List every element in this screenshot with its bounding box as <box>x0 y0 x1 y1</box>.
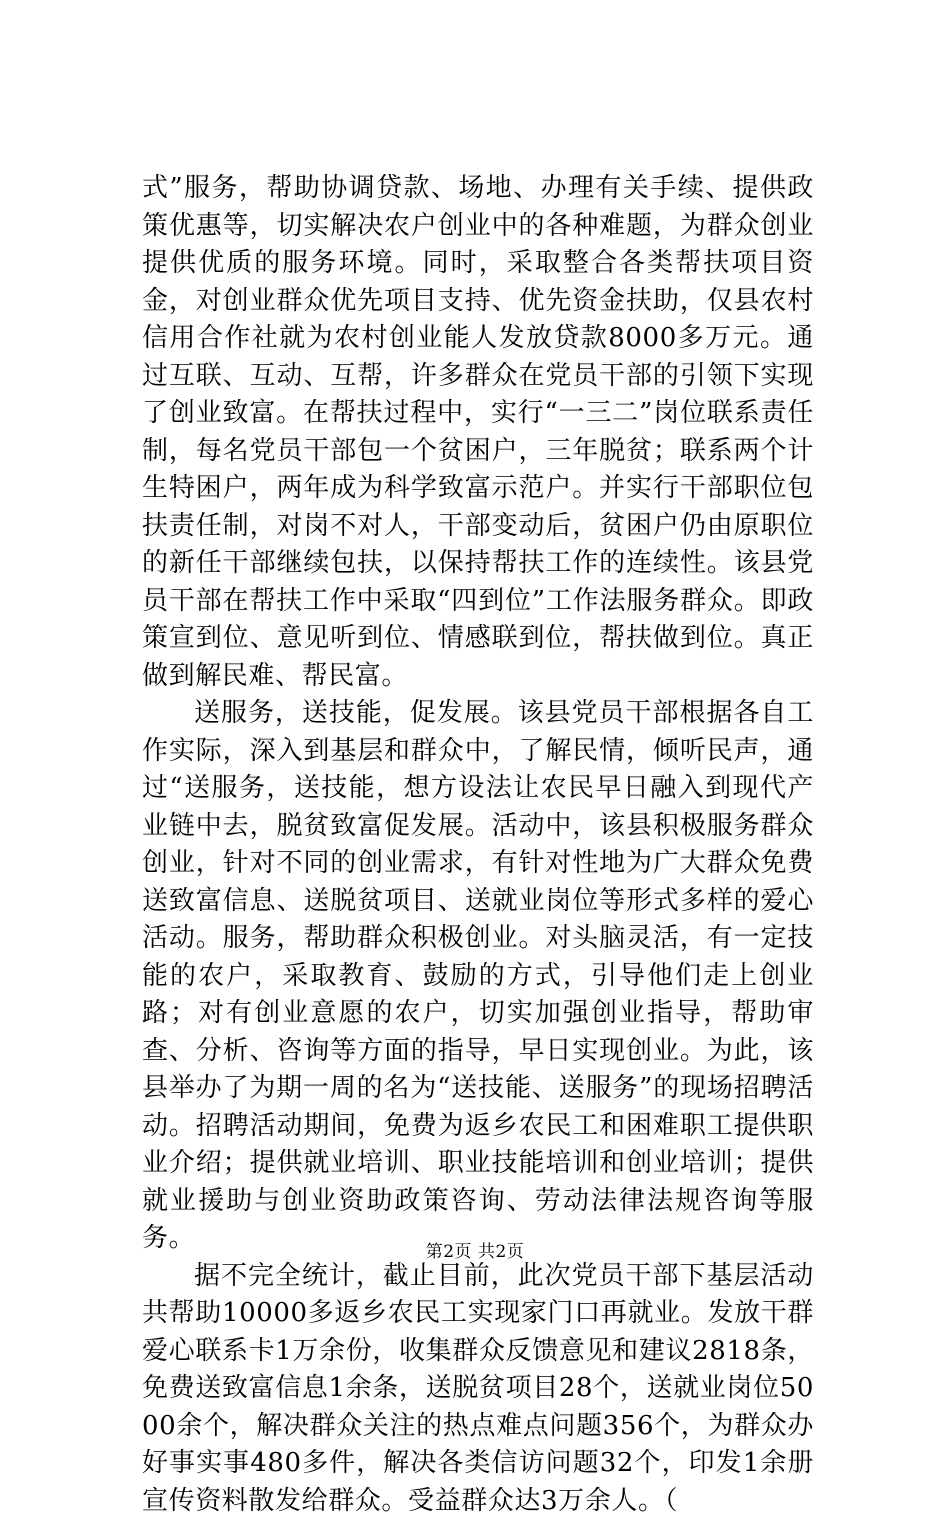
body-text <box>142 170 814 1520</box>
paragraph-2: 送服务，送技能，促发展。该县党员干部根据各自工作实际，深入到基层和群众中，了解民情，倾听民声，通过“送服务，送技能，想方设法让农民早日融入到现代产业链中去，脱贫致富促发展。活动中，该县积极服务群众创业，针对不同的创业需求，有针对性地为广大群众免费送致富信息、送脱贫项目、送就业岗位等形式多样的爱心活动。服务，帮助群众积极创业。对头脑灵活，有一定技能的农户，采取教育、鼓励的方式，引导他们走上创业路；对有创业意愿的农户，切实加强创业指导，帮助审查、分析、咨询等方面的指导，早日实现创业。为此，该县举办了为期一周的名为“送技能、送服务”的现场招聘活动。招聘活动期间，免费为返乡农民工和困难职工提供职业介绍；提供就业培训、职业技能培训和创业培训；提供就业援助与创业资助政策咨询、劳动法律法规咨询等服务。 <box>142 695 814 1258</box>
paragraph-1: 式”服务，帮助协调贷款、场地、办理有关手续、提供政策优惠等，切实解决农户创业中的各种难题，为群众创业提供优质的服务环境。同时，采取整合各类帮扶项目资金，对创业群众优先项目支持、优先资金扶助，仅县农村信用合作社就为农村创业能人发放贷款8000多万元。通过互联、互动、互帮，许多群众在党员干部的引领下实现了创业致富。在帮扶过程中，实行“一三二”岗位联系责任制，每名党员干部包一个贫困户，三年脱贫；联系两个计生特困户，两年成为科学致富示范户。并实行干部职位包扶责任制，对岗不对人，干部变动后，贫困户仍由原职位的新任干部继续包扶，以保持帮扶工作的连续性。该县党员干部在帮扶工作中采取“四到位”工作法服务群众。即政策宣到位、意见听到位、情感联到位，帮扶做到位。真正做到解民难、帮民富。 <box>142 170 814 695</box>
page-footer: 第2页 共2页 <box>0 1241 950 1263</box>
paragraph-3: 据不完全统计，截止目前，此次党员干部下基层活动共帮助10000多返乡农民工实现家门口再就业。发放干群爱心联系卡1万余份，收集群众反馈意见和建议2818条，免费送致富信息1余条，送脱贫项目28个，送就业岗位5000余个，解决群众关注的热点难点问题356个，为群众办好事实事480多件，解决各类信访问题32个，印发1余册宣传资料散发给群众。受益群众达3万余人。（ <box>142 1258 814 1520</box>
